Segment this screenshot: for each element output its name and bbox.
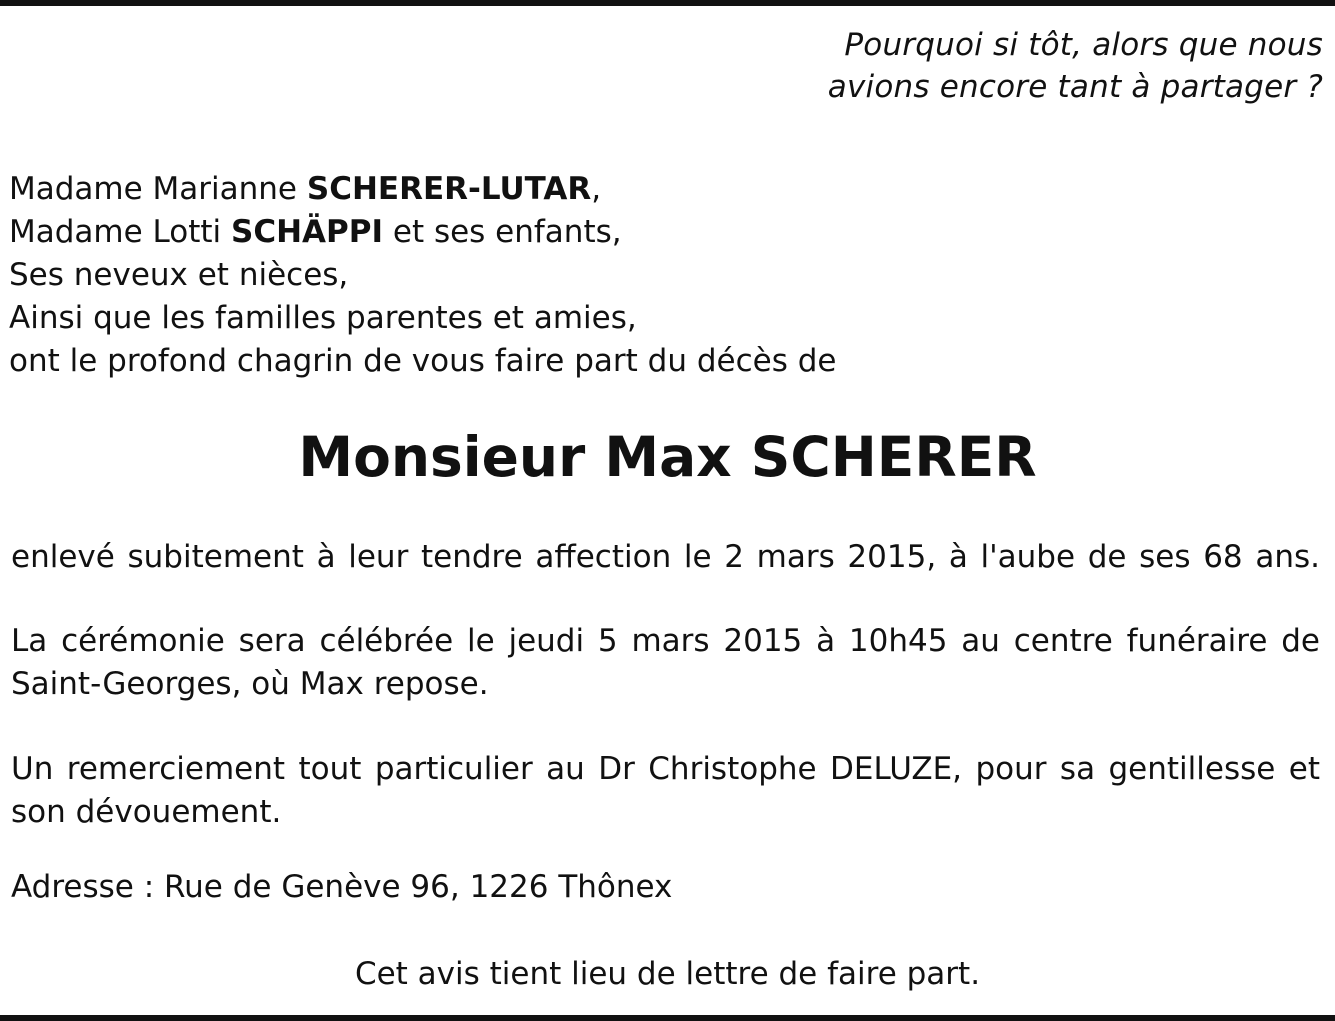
epigraph-quote [623, 24, 1323, 108]
family-line-1 [9, 168, 1309, 211]
top-border-rule [0, 0, 1335, 6]
address-line: Adresse : Rue de Genève 96, 1226 Thônex [11, 869, 673, 905]
family-line-5: ont le profond chagrin de vous faire part du décès de [9, 343, 837, 379]
thanks-paragraph: Un remerciement tout particulier au Dr Christophe DELUZE, pour sa gentillesse et son dévouement. [11, 751, 1320, 830]
family-line-1-suffix: , [591, 171, 602, 207]
passing-paragraph: enlevé subitement à leur tendre affection le 2 mars 2015, à l'aube de ses 68 ans. [11, 539, 1320, 575]
family-line-2-surname: SCHÄPPI [231, 214, 384, 250]
deceased-name-heading: Monsieur Max SCHERER [298, 425, 1037, 489]
ceremony-paragraph: La cérémonie sera célébrée le jeudi 5 mars 2015 à 10h45 au centre funéraire de Saint-Georges, où Max repose. [11, 623, 1320, 702]
family-line-4: Ainsi que les familles parentes et amies, [9, 300, 637, 336]
quote-line-2: avions encore tant à partager ? [827, 69, 1323, 105]
family-line-3: Ses neveux et nièces, [9, 257, 349, 293]
family-line-1-prefix: Madame Marianne [9, 171, 307, 207]
family-line-2 [9, 211, 1309, 254]
footer-note: Cet avis tient lieu de lettre de faire part. [354, 956, 981, 992]
family-line-2-suffix: et ses enfants, [383, 214, 622, 250]
quote-line-1: Pourquoi si tôt, alors que nous [844, 27, 1323, 63]
family-line-1-surname: SCHERER-LUTAR [306, 171, 592, 207]
family-announcement [9, 168, 1309, 383]
family-line-2-prefix: Madame Lotti [9, 214, 232, 250]
bottom-border-rule [0, 1015, 1335, 1021]
